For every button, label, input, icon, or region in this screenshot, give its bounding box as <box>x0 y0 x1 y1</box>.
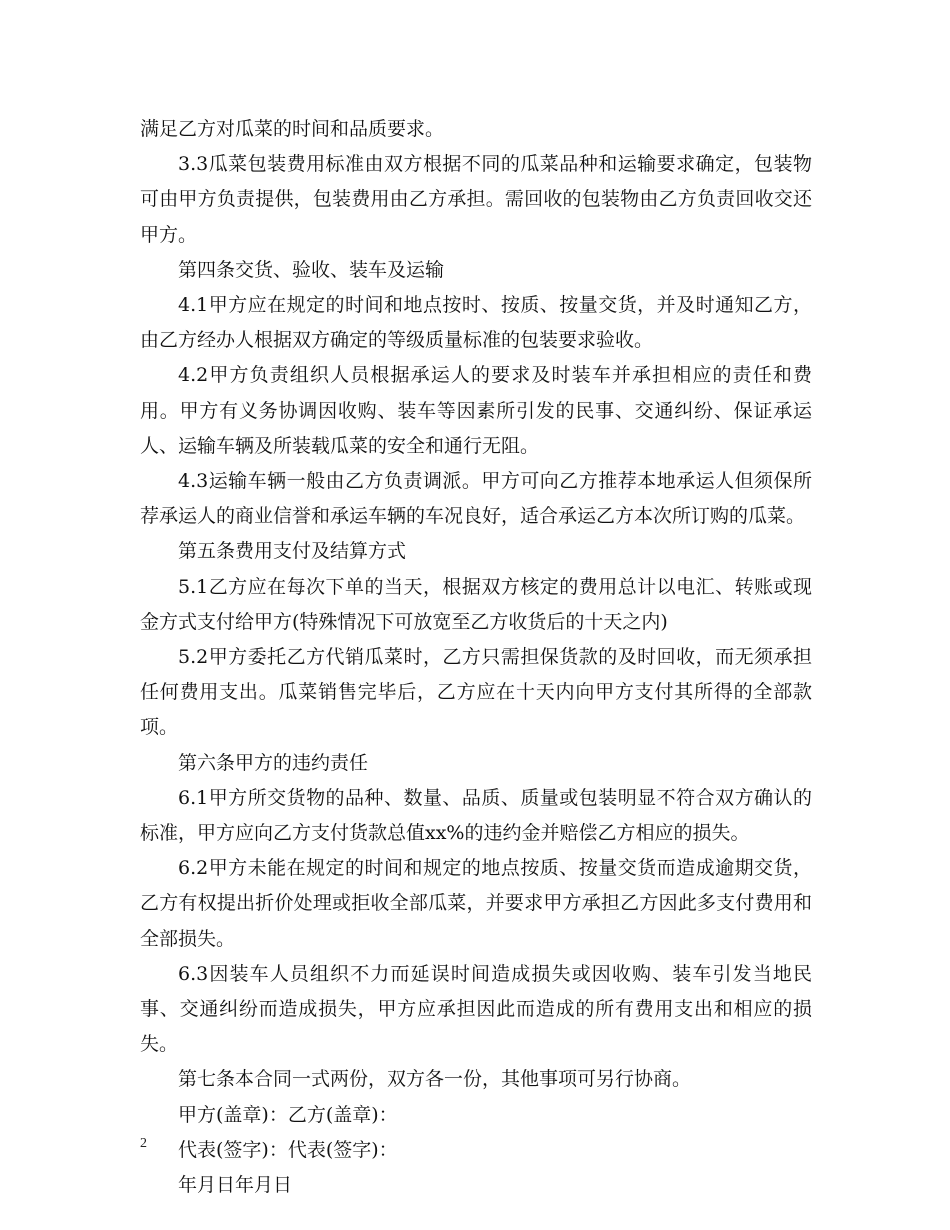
clause-6-1: 6.1甲方所交货物的品种、数量、品质、质量或包装明显不符合双方确认的标准，甲方应向乙方支付货款总值xx%的违约金并赔偿乙方相应的损失。 <box>140 786 812 845</box>
clause-4-1: 4.1甲方应在规定的时间和地点按时、按质、按量交货，并及时通知乙方，由乙方经办人根据双方确定的等级质量标准的包装要求验收。 <box>140 294 812 352</box>
clause-4-3: 4.3运输车辆一般由乙方负责调派。甲方可向乙方推荐本地承运人但须保所荐承运人的商业信誉和承运车辆的车况良好，适合承运乙方本次所订购的瓜菜。 <box>140 470 812 528</box>
seal-line: 甲方(盖章)：乙方(盖章)： <box>178 1103 398 1126</box>
page-number: 2 <box>140 1136 147 1151</box>
article-7: 第七条本合同一式两份，双方各一份，其他事项可另行协商。 <box>178 1068 692 1091</box>
paragraph: 满足乙方对瓜菜的时间和品质要求。 <box>140 118 445 140</box>
signature-line: 代表(签字)：代表(签字)： <box>178 1138 398 1161</box>
clause-6-3: 6.3因装车人员组织不力而延误时间造成损失或因收购、装车引发当地民事、交通纠纷而造成损失，甲方应承担因此而造成的所有费用支出和相应的损失。 <box>140 962 812 1056</box>
clause-5-2: 5.2甲方委托乙方代销瓜菜时，乙方只需担保货款的及时回收，而无须承担任何费用支出。瓜菜销售完毕后，乙方应在十天内向甲方支付其所得的全部款项。 <box>140 646 812 739</box>
clause-4-2: 4.2甲方负责组织人员根据承运人的要求及时装车并承担相应的责任和费用。甲方有义务协调因收购、装车等因素所引发的民事、交通纠纷、保证承运人、运输车辆及所装载瓜菜的安全和通行无阻。 <box>140 364 812 457</box>
clause-5-1: 5.1乙方应在每次下单的当天，根据双方核定的费用总计以电汇、转账或现金方式支付给甲方(特殊情况下可放宽至乙方收货后的十天之内) <box>140 575 812 633</box>
article-6-heading: 第六条甲方的违约责任 <box>178 751 369 774</box>
date-line: 年月日年月日 <box>178 1174 293 1197</box>
document-body <box>0 112 950 1203</box>
clause-3-3: 3.3瓜菜包装费用标准由双方根据不同的瓜菜品种和运输要求确定，包装物可由甲方负责提供，包装费用由乙方承担。需回收的包装物由乙方负责回收交还甲方。 <box>140 153 812 246</box>
clause-6-2: 6.2甲方未能在规定的时间和规定的地点按质、按量交货而造成逾期交货，乙方有权提出折价处理或拒收全部瓜菜，并要求甲方承担乙方因此多支付费用和全部损失。 <box>140 857 812 950</box>
article-5-heading: 第五条费用支付及结算方式 <box>178 540 407 563</box>
article-4-heading: 第四条交货、验收、装车及运输 <box>178 258 445 281</box>
